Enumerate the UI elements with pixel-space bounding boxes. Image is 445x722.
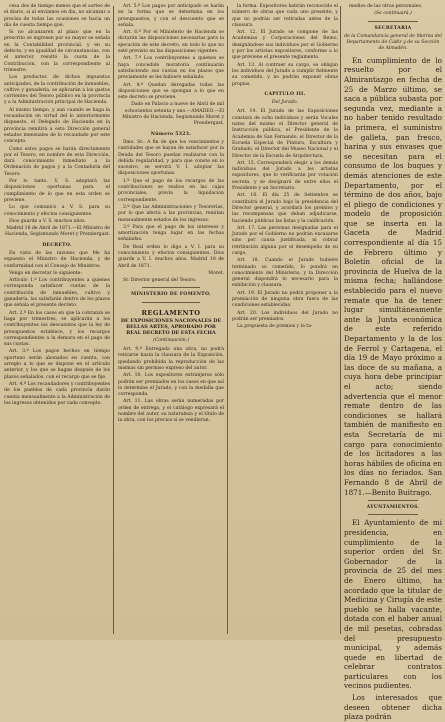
paragraph: Vengo en decretar lo siguiente: xyxy=(9,270,82,276)
signature: Moret. xyxy=(208,270,224,276)
continuation-note: (Se continuará.) xyxy=(374,11,412,17)
column-1 xyxy=(4,4,110,636)
section-heading-decreto: DECRETO. xyxy=(42,242,72,248)
section-heading-numero: Número 5323. xyxy=(150,131,192,137)
column-3 xyxy=(232,4,338,636)
article: Art. 19. El Jurado no podrá proponer a la premiación de ninguna obra fuera de las condiciones establecidas. xyxy=(232,290,338,309)
secretaria-subheading: de la Comandancia general de Marina del Departamento de Cádiz y de su Sección de Almadén. xyxy=(344,33,442,52)
paragraph: Ilmo. Sr.: A fin de que los vencimientos y cantidades que se hayan de satisfacer por la Deuda del Tesoro puedan realizarse con la debida regularidad, y para que conste en lo sucesivo, se servirá V. I. adoptar las disposiciones oportunas. xyxy=(118,139,224,177)
article: Art. 7.º Los contribuyentes a quienes se haya concedido moratoria continuarán satisfaciendo sus cuotas en los plazos que previamente se les hubiere señalado. xyxy=(118,56,224,81)
paragraph: El Ayuntamiento de mi presidencia, en cumplimiento de la superior orden del Sr. Gobernador de la provincia de 25 del mes de Enero último, ha acordado que la titular de Medicina y Cirugía de este pueblo se halla vacante, dotada con el haber anual de mil pesetas, cobradas del presupuesto municipal, y además quede en libertad de celebrar contratos particulares con los vecinos pudientes. xyxy=(344,518,442,691)
date-signature: Dado en Palacio a nueve de Abril de mil ochocientos setenta y uno.—AMADEO.—El Ministro de Hacienda, Segismundo Moret y Prendergast. xyxy=(122,102,224,127)
article: Art. 2.º En los casos en que la cobranza se haga por trimestres, se aplicarán a los contribuyentes los descuentos que la ley de presupuestos establece, y los recargos correspondientes a la demora en el pago de sus cuotas. xyxy=(4,310,110,348)
article: Art. 5.º Los pagos por anticipado se harán en la forma que se determina en los presupuestos, y con el descuento que se señala. xyxy=(118,4,224,28)
article: Art. 10. Los expositores extranjeros sólo podrán ser premiados en los casos en que así lo determine el Jurado, y con la medalla que corresponda. xyxy=(118,373,224,398)
separator-rule xyxy=(368,21,418,22)
article: Art. 20. Los individuos del Jurado no podrán ser premiados. xyxy=(232,310,338,322)
ayuntamientos-heading: AYUNTAMIENTOS. xyxy=(366,505,420,511)
separator-rule xyxy=(142,302,200,303)
separator-rule xyxy=(368,500,418,501)
paragraph: Si no alcanzaren al plazo que en la prescrito se ingresen por su mayor se señala en la Contabilidad provincial, y en su defecto, y en igualdad de circunstancias, con el anterior, resultó la cuota de la Contribución, con la correspondiente al trimestre. xyxy=(4,30,110,73)
continuation-note: (Continuación.) xyxy=(152,337,190,343)
column-4 xyxy=(344,4,442,722)
article: Art. 3.º Los pagos hechos en tiempo oportuno serán abonados en cuenta, con arreglo a lo que se dispone en el artículo anterior, y los que se hagan después de los plazos señalados, con el recargo que se fije. xyxy=(4,349,110,380)
paragraph: Al mismo tiempo, y aun cuando se haga la recaudación en virtud del lo anteriormente dispuesto, el Delegado de Hacienda en la provincia remitirá a esta Dirección general estados mensuales de lo recaudado por este concepto. xyxy=(4,107,110,145)
paragraph: Los productos de dichos impuestos anticipados, de la contribución de inmuebles, cultivo y ganadería, se aplicarán a los gastos corrientes del Tesoro público en la provincia y a la Administración principal de Hacienda. xyxy=(4,75,110,106)
reglamento-heading: REGLAMENTO xyxy=(141,308,201,317)
paragraph: La propuesta de premios y la ta- xyxy=(237,324,313,330)
article: Art. 8.º Quedan derogadas todas las disposiciones que se opongan a lo que en este decreto se previene. xyxy=(118,82,224,101)
chapter-subheading: Del Jurado. xyxy=(271,100,299,106)
paragraph: Por lo tanto, V. S. adoptará las disposiciones oportunas para el cumplimiento de lo que en esta orden se previene. xyxy=(4,179,110,203)
article: Art. 4.º Los recaudadores y contribuyentes de los pueblos de cada provincia darán cuenta mensualmente a la Administración de los ingresos obtenidos por cada concepto. xyxy=(4,381,110,406)
article: Art. 12. El Jurado se compone de las Academias y Corporaciones del Reino, designándose sus individuos por el Gobierno y por los artistas expositores, conforme a lo que previene el presente reglamento. xyxy=(232,30,338,61)
paragraph: Lo que comunico a V. S. para su conocimiento y efectos consiguientes. xyxy=(4,205,110,217)
article: Art. 15. Corresponderá elegir a los demás individuos del Jurado a los artistas expositores, que lo verificarán por votación secreta, y se designará de entre ellos el Presidente y un Secretario. xyxy=(232,160,338,192)
article: Art. 11. Las obras serán numeradas por orden de entrega, y el catálogo expresará el nombre del autor, su naturaleza y el título de la obra, con los precios si se vendieran. xyxy=(118,399,224,424)
paragraph: Dios guarde a V. S. muchos años. xyxy=(9,218,86,224)
paragraph: cesa dos de tiempo menos que el sorteo de el diario, si al enviamos en dia, no alcanzar a precisa de todas las ocasiones se hacia un día de cuesta tiempo que. xyxy=(4,4,110,28)
article: Artículo 1.º Los contribuyentes a quienes corresponda satisfacer cuotas de la contribución de inmuebles, cultivo y ganadería, las satisfarán dentro de los plazos que señala el presente decreto. xyxy=(4,278,110,309)
paragraph: En vista de las razones que Me ha expuesto el Ministro de Hacienda, y de conformidad con el Consejo de Ministros, xyxy=(4,250,110,269)
article: Art. 9.º Entregada una obra, no podrá retirarse hasta la clausura de la Exposición, quedando prohibida la reproducción de las mismas sin permiso expreso del autor. xyxy=(118,347,224,371)
article: Art. 16. El día 25 de Setiembre se constituirá el Jurado bajo la presidencia del Director general, y acordará los premios y las recompensas que deban adjudicarse, haciendo públicas las listas y la calificación. xyxy=(232,193,338,224)
column-divider xyxy=(113,6,114,634)
paragraph: De Real orden lo digo a V. I. para su conocimiento y efectos consiguientes. Dios guarde a V. I. muchos años. Madrid 18 de Abril de 1871. xyxy=(118,244,224,269)
paragraph: la forma. Expositores habrán reconocido el número de obras que cada uno presente, y que no podrán ser retiradas antes de la clausura. xyxy=(232,4,338,28)
article: Art. 6.º Por el Ministerio de Hacienda se dictarán las disposiciones necesarias para la ejecución de este decreto, en todo lo que no esté previsto en las disposiciones vigentes. xyxy=(118,30,224,55)
paragraph: En cumplimiento de lo resuelto por el Almirantazgo en fecha de 25 de Marzo último, se saca a pública subasta por segunda vez, mediante a no haber tenido resultado la primera, el suministro de galleta, pan fresco, harina y sus envases que se necesitan para el consumo de los buques y demás atenciones de este Departamento, por el término de dos años, bajo el pliego de condiciones y modelo de proposición que se inserta en la Gaceta de Madrid correspondiente al día 15 de Febrero último y Boletín oficial de la provincia de Huelva de la misma fecha; hallándose establecido para el nuevo remate que ha de tener lugar simultáneamente ante la Junta económica de este referido Departamento y la de los de Ferrol y Cartagena, el día 19 de Mayo próximo a las doce de su mañana, a cuya hora debe principiar el acto; siendo advertencia que el menor remate dentro de las condiciones se hallará también de manifiesto en esta Secretaría de mi cargo para conocimiento de los licitadores a las horas hábiles de oficina en los días no feriados. San Fernando 8 de Abril de 1871.—Benito Buitrago. xyxy=(344,55,442,497)
reglamento-subheading: DE EXPOSICIONES NACIONALES DE BELLAS ARTES, APROBADO POR REAL DECRETO DE ESTA FECHA xyxy=(120,317,222,336)
column-2 xyxy=(118,4,224,636)
announcement-body xyxy=(344,56,442,497)
paragraph: 1.º Que el pago de los recargos de las contribuciones se realice en las cajas provinciales, previa la liquidación correspondiente. xyxy=(118,178,224,203)
article: Art. 14. El Jurado de las Exposiciones constará de ocho individuos y serán Vocales natos del mismo el Director general de Instrucción pública, el Presidente de la Academia de San Fernando, el Director de la Escuela Especial de Pintura, Escultura y Grabado, el Director del Museo Nacional y el Director de la Escuela de Arquitectura. xyxy=(232,109,338,159)
secretaria-heading: SECRETARIA xyxy=(374,25,412,31)
chapter-heading: CAPITULO III. xyxy=(264,91,306,97)
announcement-body xyxy=(344,518,442,721)
column-divider xyxy=(227,6,228,634)
column-divider xyxy=(340,6,341,634)
ministry-heading: MINISTERIO DE FOMENTO. xyxy=(131,292,211,298)
addressee: Sr. Director general del Tesoro. xyxy=(123,278,197,284)
article: Art. 18. Cuando el Jurado hubiere terminado su cometido, lo pondrá en conocimiento del Ministerio, y la Dirección general dispondrá lo necesario para la exhibición y clausura. xyxy=(232,258,338,289)
paragraph: Como estos pagos se harán directamente por el Tesoro, en nombre de esta Dirección, dará conocimiento inmediato a la Ordenación de pagos y a la Contaduría del Tesoro. xyxy=(4,146,110,177)
article: Art. 17. Las personas designadas para el Jurado por el Gobierno no podrán excusarse sino por causa justificada, ni cobrar retribución alguna por el desempeño de su cargo. xyxy=(232,225,338,256)
date-signature: Madrid 18 de Abril de 1871.—El Ministro de Hacienda, Segismundo Moret y Prendergast. xyxy=(4,226,110,238)
paragraph: 2.º Que las Administraciones y Tesorerías, por lo que afecta a las provincias, remitan mensualmente estados de los ingresos. xyxy=(118,204,224,223)
separator-rule xyxy=(142,287,200,288)
article: Art. 13. Al contraer su cargo, se obligan los individuos del Jurado a cumplir fielmente su cometido, y no podrán exponer obras propias. xyxy=(232,62,338,87)
paragraph: medios de las otras personales. xyxy=(349,4,423,9)
paragraph: 3.º Para que el pago de los intereses y amortización tenga lugar en las fechas señaladas. xyxy=(118,224,224,243)
paragraph: Los interesados que deseen obtener dicha plaza podrán xyxy=(344,693,442,722)
separator-rule xyxy=(368,514,418,515)
